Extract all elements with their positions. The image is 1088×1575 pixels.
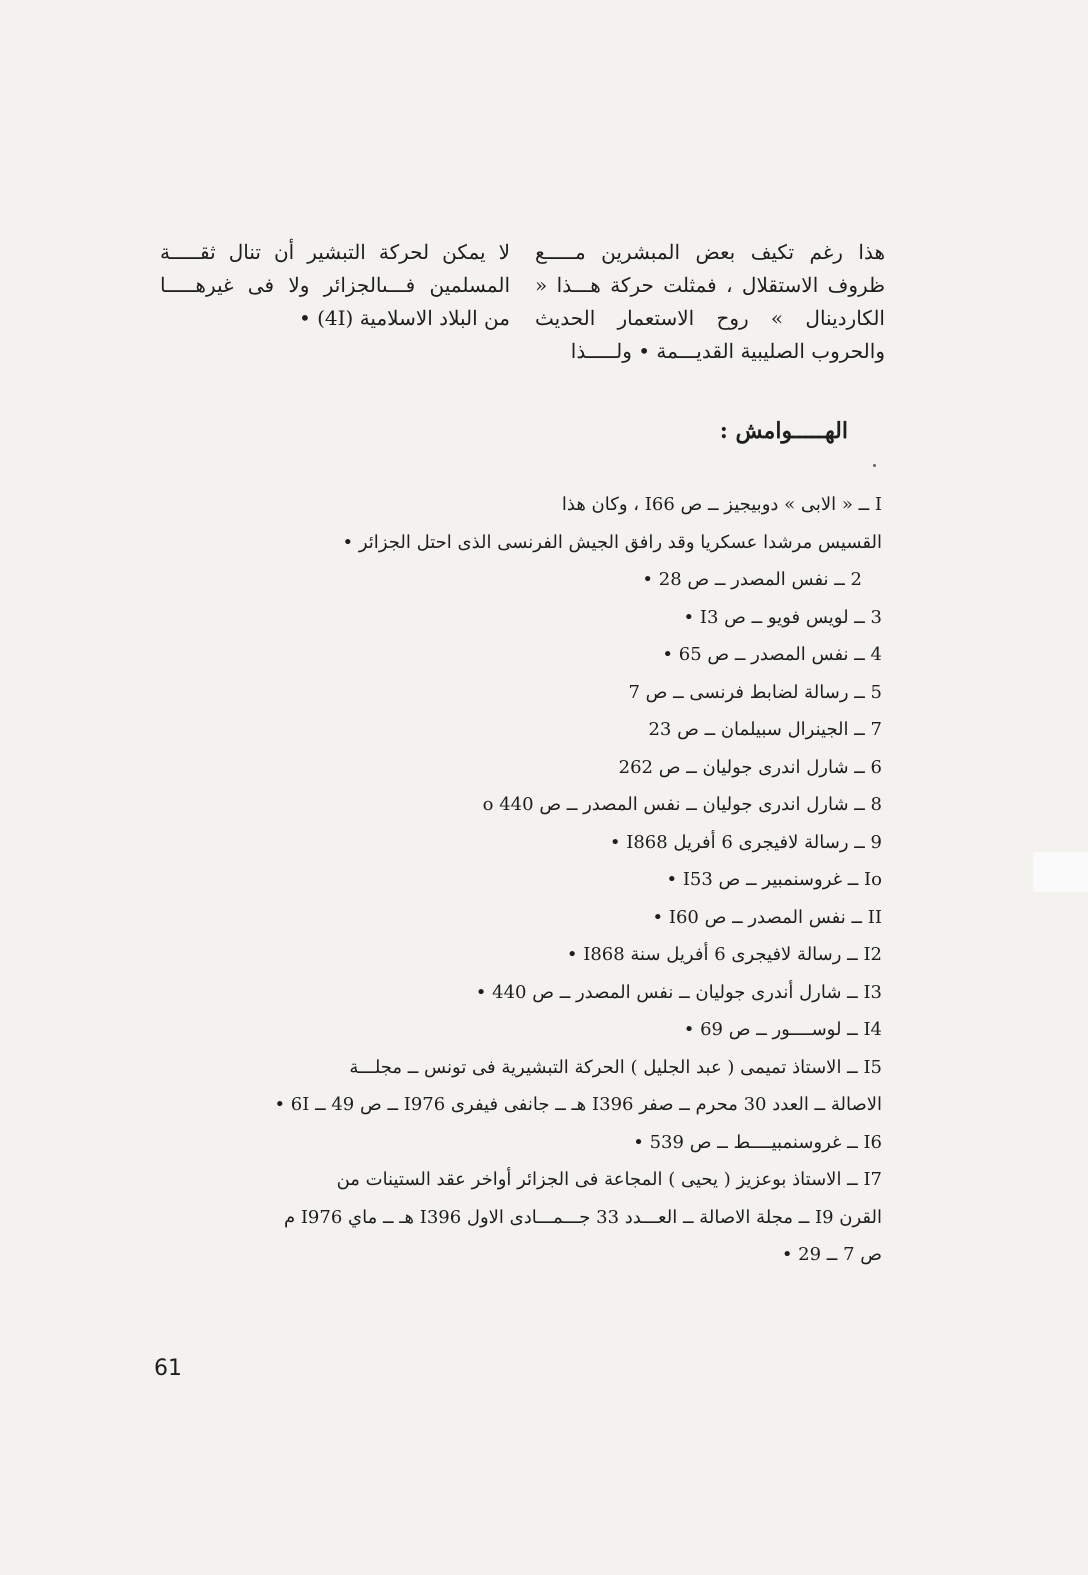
footnote-line: 2 ــ نفس المصدر ــ ص 28 • — [642, 569, 862, 590]
footnote-line: I ــ « الابى » دوبيجيز ــ ص I66 ، وكان هذا — [561, 494, 882, 515]
right-column-text: هذا رغم تكيف بعض المبشرين مـــــع ظروف الاستقلال ، فمثلت حركة هـــذا « الكاردينال » روح الاستعمار الحديث والحروب الصليبية القديـــمة • ولـــــذا — [535, 240, 885, 363]
footnote-line: 5 ــ رسالة لضابط فرنسى ــ ص 7 — [628, 681, 882, 703]
footnotes-list — [160, 486, 882, 1274]
scan-edge-artifact — [1033, 852, 1088, 892]
footnote-line: I2 ــ رسالة لافيجرى 6 أفريل سنة I868 • — [566, 944, 882, 965]
footnote-line: I4 ــ لوســــور ــ ص 69 • — [683, 1019, 882, 1040]
footnote-line: 4 ــ نفس المصدر ــ ص 65 • — [662, 644, 882, 665]
footnote-line: القرن I9 ــ مجلة الاصالة ــ العـــدد 33 جـــمـــادى الاول I396 هـ ــ ماي I976 م — [283, 1206, 882, 1228]
footnote-line: I5 ــ الاستاذ تميمى ( عبد الجليل ) الحركة التبشيرية فى تونس ــ مجلـــة — [349, 1056, 882, 1078]
footnote-line: 8 ــ شارل اندرى جوليان ــ نفس المصدر ــ ص 440 o — [482, 794, 882, 815]
footnote-line: II ــ نفس المصدر ــ ص I60 • — [652, 906, 882, 928]
body-text-columns — [160, 236, 885, 366]
footnote-line: 7 ــ الجينرال سبيلمان ــ ص 23 — [648, 719, 882, 740]
footnote-line: الاصالة ــ العدد 30 محرم ــ صفر I396 هـ ــ جانفى فيفرى I976 ــ ص 49 ــ 6I • — [274, 1094, 882, 1115]
ink-dot — [873, 464, 876, 467]
footnote-line: Io ــ غروسنمبير ــ ص I53 • — [666, 869, 882, 890]
body-text-right-column — [535, 236, 885, 368]
footnote-line: ص 7 ــ 29 • — [781, 1244, 882, 1265]
body-text-left-column — [160, 236, 510, 335]
footnote-line: 3 ــ لويس فويو ــ ص I3 • — [683, 606, 882, 628]
footnote-line: القسيس مرشدا عسكريا وقد رافق الجيش الفرنسى الذى احتل الجزائر • — [342, 531, 882, 553]
page-number: 61 — [154, 1356, 182, 1381]
footnote-line: 6 ــ شارل اندرى جوليان ــ ص 262 — [618, 756, 882, 778]
footnote-line: 9 ــ رسالة لافيجرى 6 أفريل I868 • — [609, 831, 882, 853]
footnote-line: I6 ــ غروسنمبيــــط ــ ص 539 • — [633, 1131, 882, 1153]
left-column-text: لا يمكن لحركة التبشير أن تنال ثقـــــة المسلمين فـــىالجزائر ولا فى غيرهـــــا من البلاد الاسلامية (4I) • — [160, 240, 510, 330]
footnote-line: I7 ــ الاستاذ بوعزيز ( يحيى ) المجاعة فى الجزائر أواخر عقد الستينات من — [336, 1169, 882, 1190]
footnotes-heading: الهـــــوامش : — [719, 418, 848, 444]
footnote-line: I3 ــ شارل أندرى جوليان ــ نفس المصدر ــ ص 440 • — [475, 981, 882, 1003]
